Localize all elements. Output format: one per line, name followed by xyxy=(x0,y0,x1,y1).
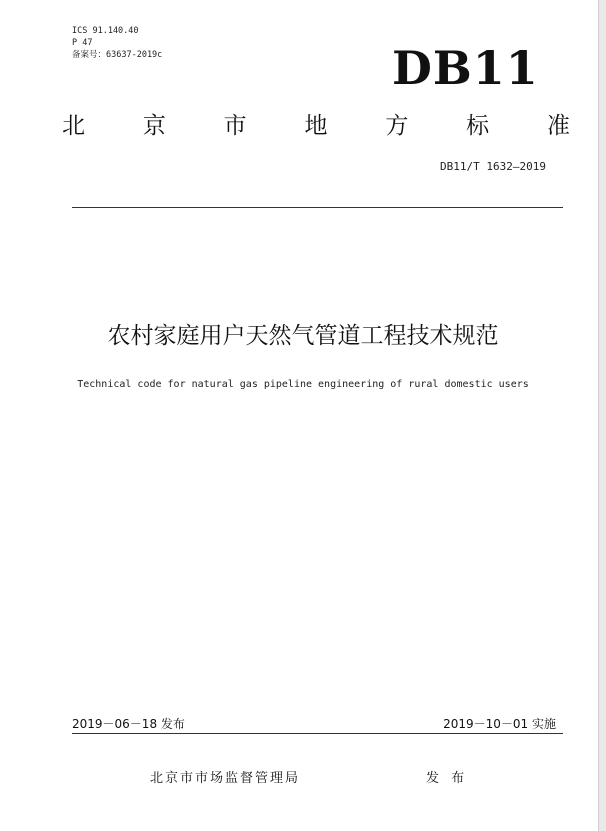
issue-label: 发 布 xyxy=(426,771,469,786)
page-edge-shadow xyxy=(598,0,606,831)
issuing-authority: 北京市市场监督管理局 xyxy=(150,771,301,786)
filing-number: 备案号：63637-2019c xyxy=(72,50,163,60)
standard-number: DB11/T 1632—2019 xyxy=(440,160,546,173)
title-english: Technical code for natural gas pipeline engineering of rural domestic users xyxy=(77,379,529,390)
standard-type-char: 准 xyxy=(546,113,570,139)
standard-type-char: 北 xyxy=(62,113,85,139)
standard-type-char: 京 xyxy=(142,113,166,139)
db11-logo: DB11 xyxy=(392,41,539,95)
standard-type-char: 方 xyxy=(385,113,409,139)
bottom-divider xyxy=(72,733,563,734)
ccs-code: P 47 xyxy=(72,38,93,48)
ics-code: ICS 91.140.40 xyxy=(72,26,139,36)
top-divider xyxy=(72,207,563,208)
standard-type-char: 标 xyxy=(466,113,490,139)
implement-date: 2019－10－01 实施 xyxy=(443,717,556,731)
title-chinese: 农村家庭用户天然气管道工程技术规范 xyxy=(107,323,499,349)
publish-date: 2019－06－18 发布 xyxy=(72,717,185,731)
standard-type-char: 市 xyxy=(223,113,247,139)
standard-type-heading xyxy=(62,108,570,144)
standard-type-char: 地 xyxy=(304,113,328,139)
